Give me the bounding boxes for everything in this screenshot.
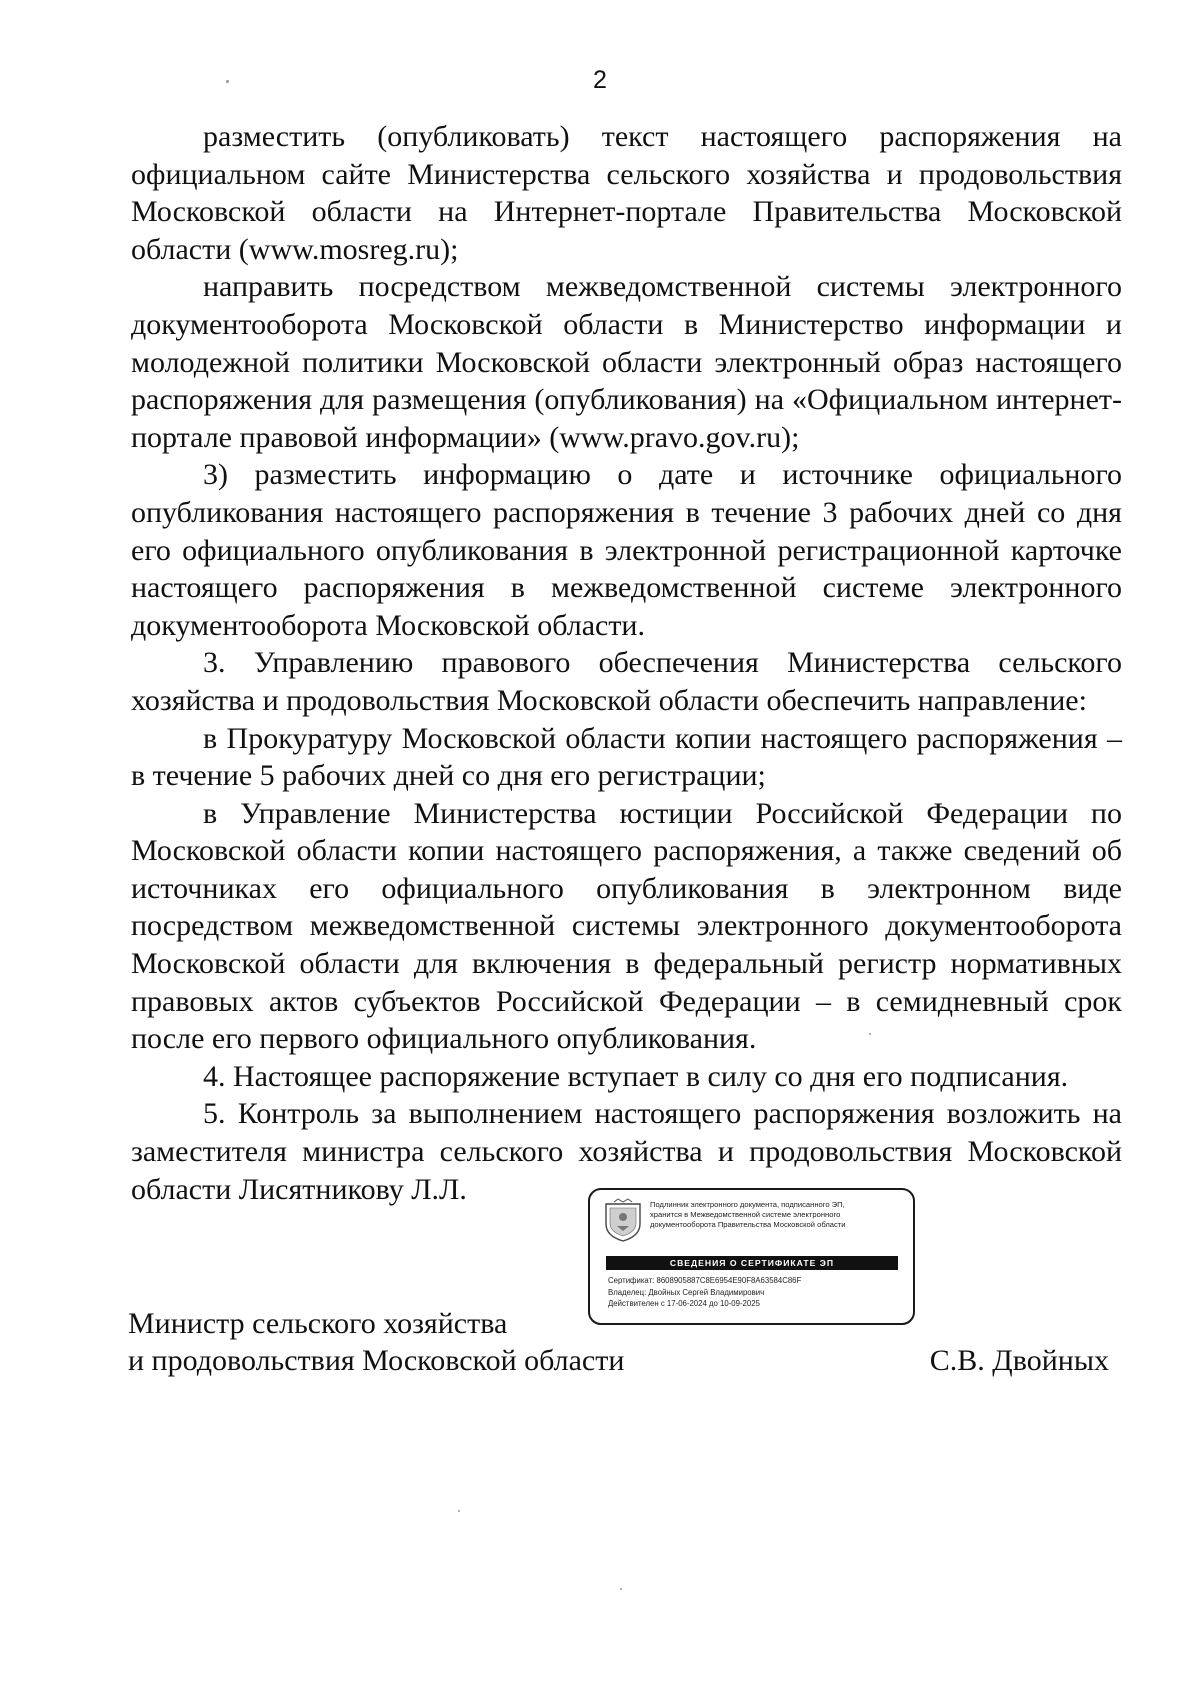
signatory-title-line: Министр сельского хозяйства: [128, 1307, 508, 1340]
scan-speck: [226, 80, 229, 83]
signatory-title-line: и продовольствия Московской области: [128, 1344, 625, 1377]
paragraph-item-3: 3) разместить информацию о дате и источнике официального опубликования настоящего распоряжения в течение 3 рабочих дней со дня его официального опубликования в электронной регистрационной карточке настоящего распоряжения в межведомственной системе электронного документооборота Московской области.: [131, 458, 1122, 642]
paragraph-section-3: 3. Управлению правового обеспечения Министерства сельского хозяйства и продовольствия Московской области обеспечить направление:: [131, 646, 1122, 717]
scan-speck: [869, 1033, 871, 1035]
electronic-signature-stamp: [588, 1188, 915, 1325]
paragraph-section-4: 4. Настоящее распоряжение вступает в силу со дня его подписания.: [203, 1059, 1069, 1093]
paragraph-section-5: 5. Контроль за выполнением настоящего распоряжения возложить на заместителя министра сельского хозяйства и продовольствия Московской области Лисятникову Л.Л.: [131, 1097, 1122, 1206]
stamp-owner: Владелец: Двойных Сергей Владимирович: [608, 1287, 765, 1297]
stamp-header: [650, 1200, 910, 1230]
stamp-details: [608, 1275, 908, 1310]
document-body: [131, 118, 1122, 1208]
stamp-certificate: Сертификат: 8608905887C8E6954E90F8A63584C86F: [608, 1276, 802, 1285]
paragraph-justice-ministry: в Управление Министерства юстиции Российской Федерации по Московской области копии настоящего распоряжения, а также сведений об источниках его официального опубликования в электронном виде посредством межведомственной системы электронного документооборота Московской области для включения в федеральный регистр нормативных правовых актов субъектов Российской Федерации – в семидневный срок после его первого официального опубликования.: [131, 796, 1122, 1056]
stamp-header-line: хранится в Межведомственной системе электронного: [650, 1210, 841, 1219]
page-number: 2: [593, 66, 607, 94]
signatory-name: С.В. Двойных: [929, 1344, 1109, 1377]
signatory-title: [128, 1305, 624, 1379]
scan-speck: [458, 1510, 460, 1512]
paragraph-prosecutor: в Прокуратуру Московской области копии настоящего распоряжения – в течение 5 рабочих дней со дня его регистрации;: [131, 721, 1122, 793]
stamp-validity: Действителен с 17-06-2024 до 10-09-2025: [608, 1299, 760, 1308]
stamp-banner: СВЕДЕНИЯ О СЕРТИФИКАТЕ ЭП: [606, 1256, 898, 1270]
scan-speck: [620, 1588, 622, 1590]
paragraph-send-pravo: направить посредством межведомственной системы электронного документооборота Московской области в Министерство информации и молодежной политики Московской области электронный образ настоящего распоряжения для размещения (опубликования) на «Официальном интернет-портале правовой информации» (www.pravo.gov.ru);: [131, 270, 1122, 454]
stamp-header-line: документооборота Правительства Московской области: [650, 1220, 846, 1229]
moscow-oblast-coat-of-arms-icon: [600, 1198, 646, 1244]
stamp-header-line: Подлинник электронного документа, подписанного ЭП,: [650, 1200, 845, 1209]
paragraph-publish-site: разместить (опубликовать) текст настоящего распоряжения на официальном сайте Министерства сельского хозяйства и продовольствия Московской области на Интернет-портале Правительства Московской области (www.mosreg.ru);: [131, 120, 1122, 266]
